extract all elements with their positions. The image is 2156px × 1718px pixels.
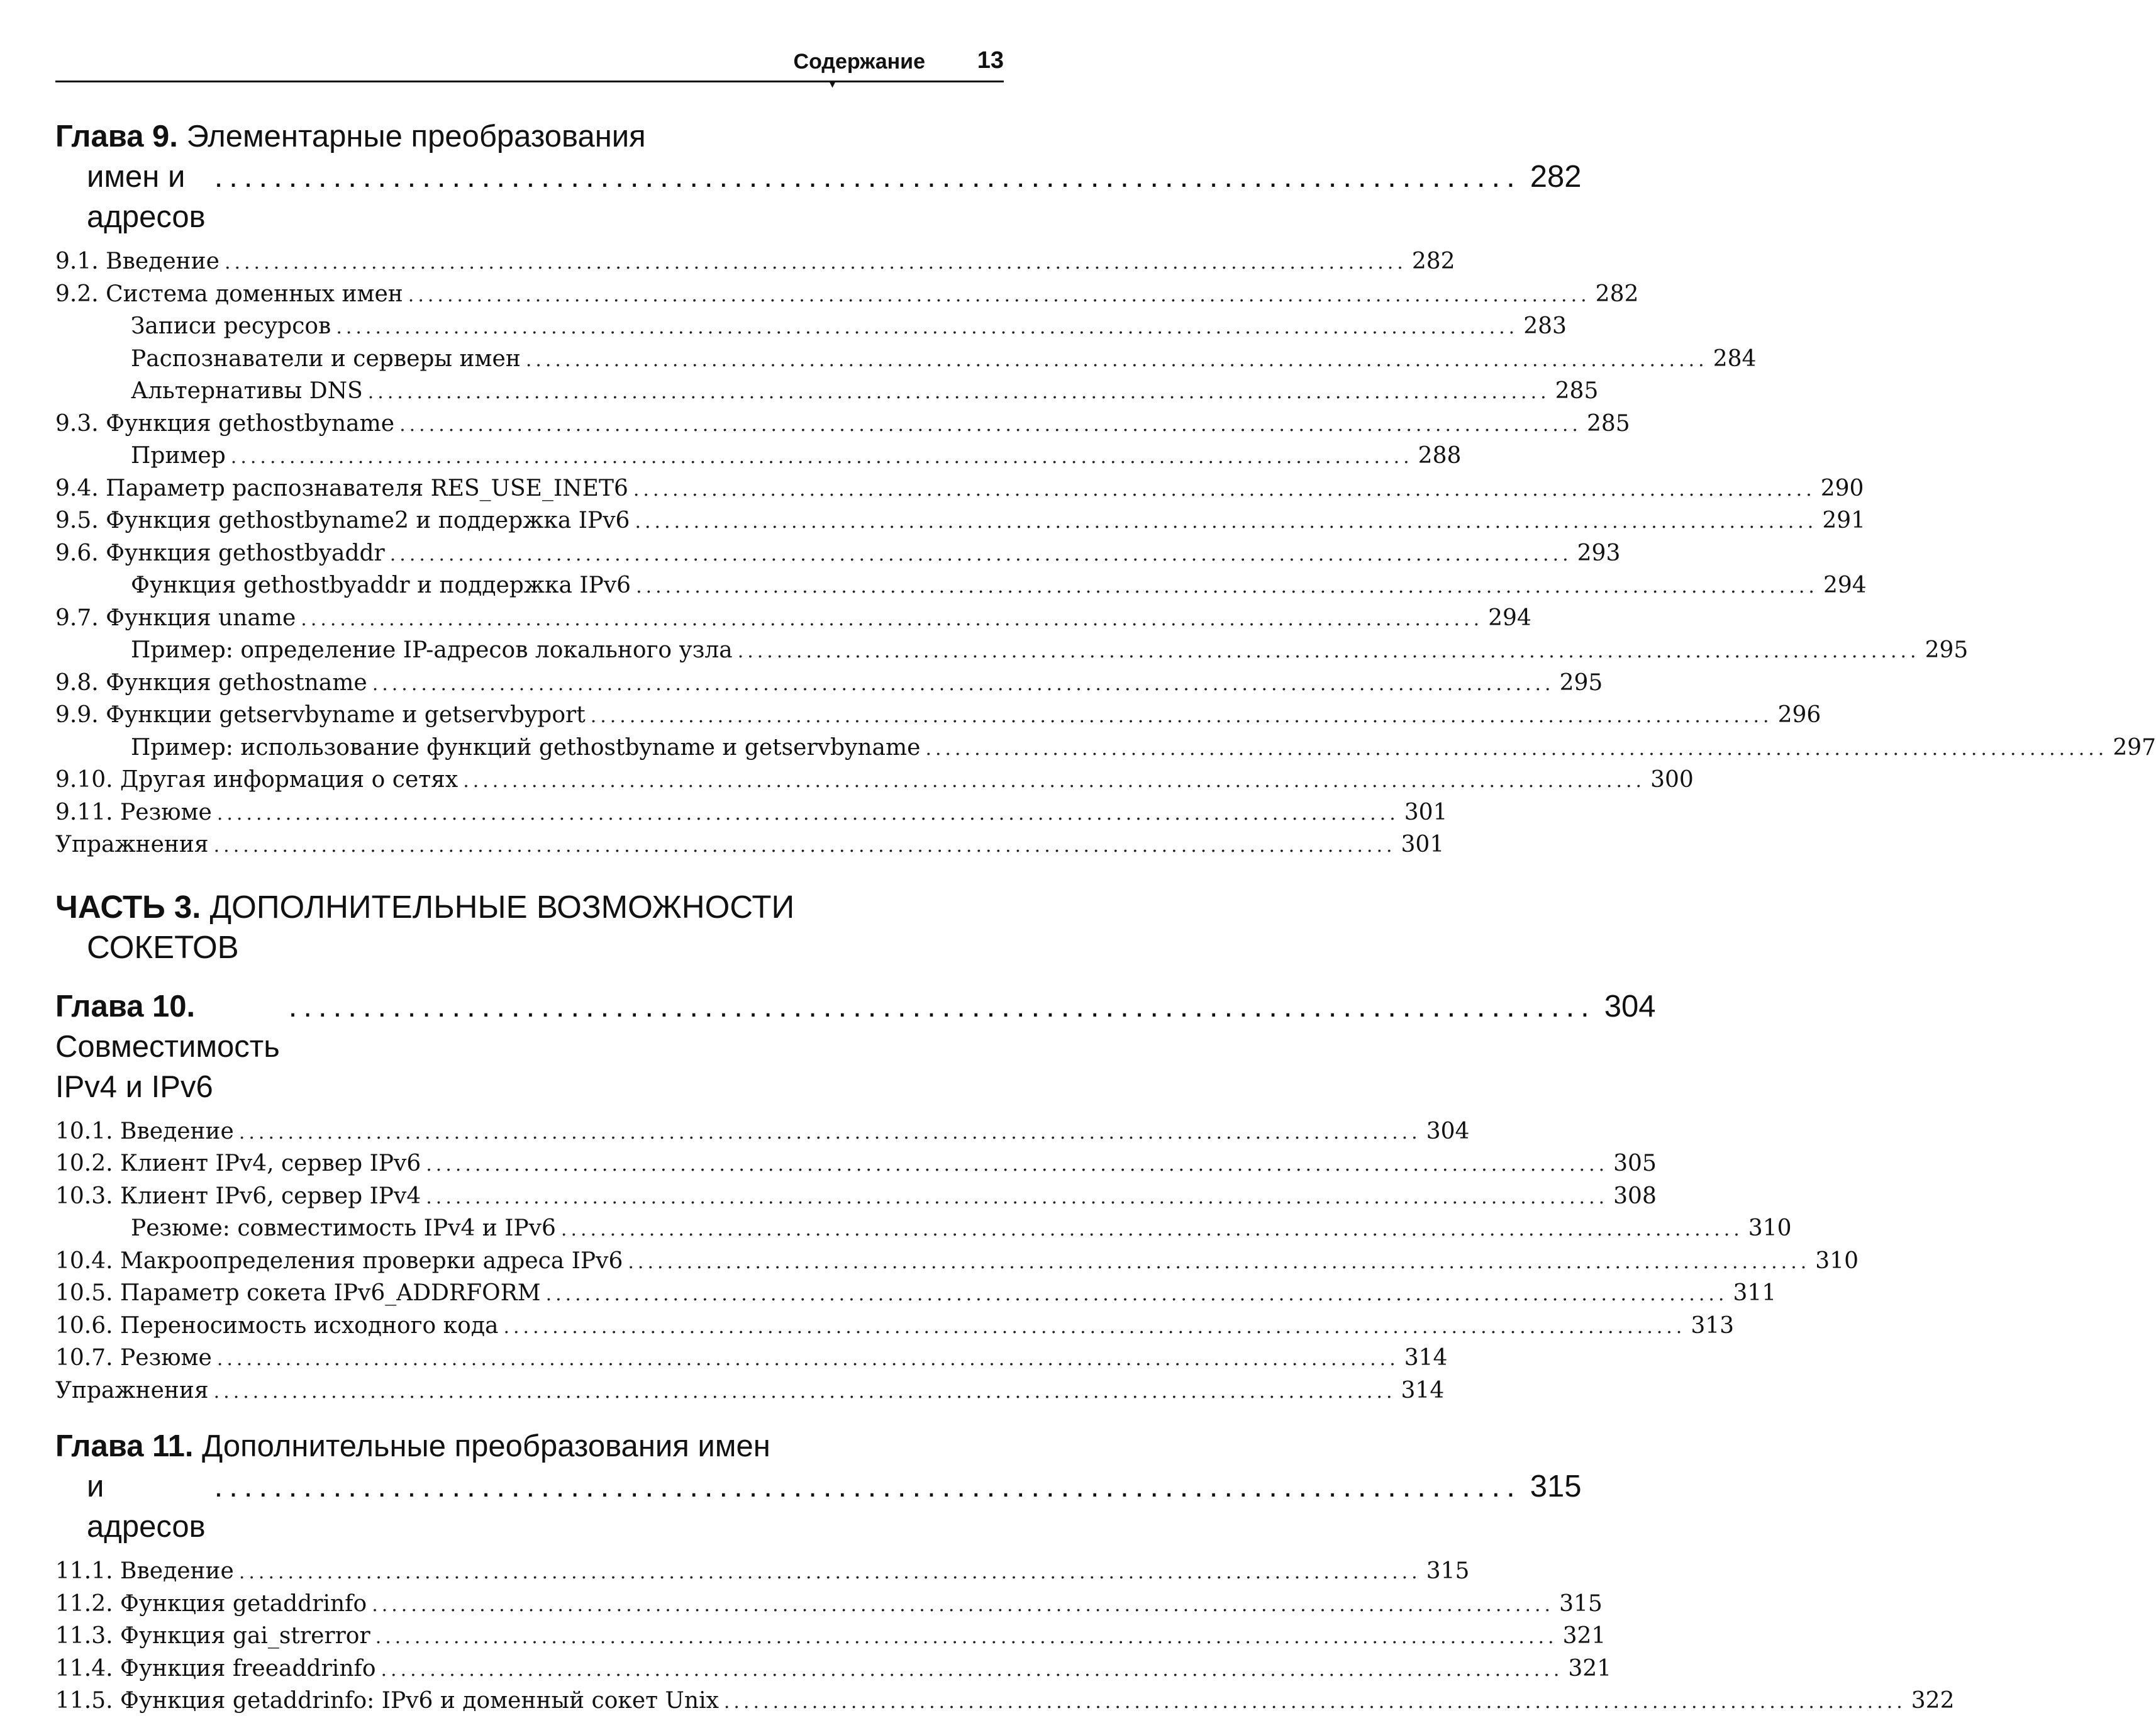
toc-entry[interactable]: 9.9. Функции getservbyname и getservbyport ......................................................................................................................... 296: [55, 702, 1821, 728]
toc-entry[interactable]: 11.2. Функция getaddrinfo ......................................................................................................................... 315: [55, 1590, 1603, 1617]
chapter-label: Глава 10.: [55, 989, 196, 1024]
toc-subentry[interactable]: Пример ......................................................................................................................... 288: [131, 443, 1462, 469]
toc-entry[interactable]: 10.2. Клиент IPv4, сервер IPv6 ......................................................................................................................... 305: [55, 1151, 1657, 1176]
toc-entry[interactable]: 9.3. Функция gethostbyname ......................................................................................................................... 285: [55, 410, 1630, 437]
toc-entry[interactable]: 11.1. Введение ......................................................................................................................... 315: [55, 1558, 1470, 1584]
toc-subentry[interactable]: Функция gethostbyaddr и поддержка IPv6 ......................................................................................................................... 294: [131, 572, 1867, 598]
toc-entry[interactable]: 11.5. Функция getaddrinfo: IPv6 и доменный сокет Unix ......................................................................................................................... 322: [55, 1688, 1955, 1714]
table-of-contents: [55, 116, 2156, 1718]
toc-entry[interactable]: 9.6. Функция gethostbyaddr ......................................................................................................................... 293: [55, 540, 1621, 566]
toc-entry[interactable]: Упражнения ......................................................................................................................... 314: [55, 1377, 1445, 1403]
page-number: 13: [977, 47, 1004, 74]
chapter-title: Дополнительные преобразования имен: [202, 1429, 770, 1463]
chapter-page: 282: [1530, 160, 1582, 194]
toc-entry[interactable]: 9.5. Функция gethostbyname2 и поддержка IPv6 ......................................................................................................................... 291: [55, 508, 1866, 533]
part-title-continued: СОКЕТОВ: [87, 929, 239, 965]
toc-subentry[interactable]: Пример: использование функций gethostbyname и getservbyname ......................................................................................................................... 297: [131, 734, 2156, 761]
chapter-10-entries: [55, 1116, 1859, 1408]
chapter-9-heading[interactable]: [55, 116, 1582, 237]
toc-subentry[interactable]: Записи ресурсов ......................................................................................................................... 283: [131, 313, 1567, 339]
toc-entry[interactable]: 10.6. Переносимость исходного кода ......................................................................................................................... 313: [55, 1312, 1735, 1339]
part-3-heading: [55, 887, 1003, 968]
toc-entry[interactable]: 9.8. Функция gethostname ......................................................................................................................... 295: [55, 669, 1603, 696]
toc-entry[interactable]: 9.10. Другая информация о сетях ......................................................................................................................... 300: [55, 767, 1694, 793]
chapter-9-entries: [55, 246, 2156, 862]
chapter-title: Элементарные преобразования: [186, 120, 646, 153]
toc-subentry[interactable]: Резюме: совместимость IPv4 и IPv6 ......................................................................................................................... 310: [131, 1215, 1792, 1241]
toc-entry[interactable]: 10.7. Резюме ......................................................................................................................... 314: [55, 1345, 1448, 1371]
dot-leader: ........................................................................................: [214, 160, 1521, 194]
chapter-title: Совместимость IPv4 и IPv6: [55, 1029, 280, 1104]
toc-entry[interactable]: 9.2. Система доменных имен ......................................................................................................................... 282: [55, 281, 1639, 307]
dot-leader: ........................................................................................: [214, 1470, 1521, 1503]
part-label: ЧАСТЬ 3.: [55, 888, 201, 925]
chapter-page: 315: [1530, 1470, 1582, 1503]
chapter-label: Глава 9.: [55, 120, 178, 153]
running-header: [55, 43, 1004, 90]
toc-subentry[interactable]: Распознаватели и серверы имен ......................................................................................................................... 284: [131, 345, 1757, 372]
toc-entry[interactable]: 11.3. Функция gai_strerror ......................................................................................................................... 321: [55, 1623, 1606, 1649]
chapter-11-entries: [55, 1556, 1955, 1718]
toc-entry[interactable]: 9.1. Введение ......................................................................................................................... 282: [55, 248, 1455, 274]
toc-subentry[interactable]: Альтернативы DNS ......................................................................................................................... 285: [131, 378, 1599, 404]
toc-entry[interactable]: 10.5. Параметр сокета IPv6_ADDRFORM ......................................................................................................................... 311: [55, 1280, 1777, 1306]
chapter-label: Глава 11.: [55, 1429, 194, 1463]
chapter-title-continued: имен и адресов: [87, 160, 206, 234]
chapter-title-continued: и адресов: [87, 1470, 206, 1544]
toc-entry[interactable]: 10.3. Клиент IPv6, сервер IPv4 ......................................................................................................................... 308: [55, 1183, 1657, 1209]
dot-leader: ........................................................................................: [288, 989, 1596, 1024]
toc-entry[interactable]: 10.4. Макроопределения проверки адреса IPv6 ......................................................................................................................... 310: [55, 1247, 1859, 1274]
toc-subentry[interactable]: Пример: определение IP-адресов локального узла ......................................................................................................................... 295: [131, 637, 1969, 663]
toc-entry[interactable]: 11.4. Функция freeaddrinfo ......................................................................................................................... 321: [55, 1655, 1612, 1682]
toc-entry[interactable]: 9.4. Параметр распознавателя RES_USE_INET6 ......................................................................................................................... 290: [55, 475, 1864, 501]
chapter-10-heading[interactable]: [55, 986, 1656, 1107]
toc-entry[interactable]: Упражнения ......................................................................................................................... 301: [55, 832, 1445, 857]
chapter-page: 304: [1604, 989, 1656, 1024]
scan-mark: ▾: [829, 77, 835, 90]
toc-entry[interactable]: 10.1. Введение ......................................................................................................................... 304: [55, 1118, 1470, 1144]
chapter-11-heading[interactable]: [55, 1426, 1582, 1547]
toc-entry[interactable]: 9.11. Резюме ......................................................................................................................... 301: [55, 799, 1448, 825]
part-title: ДОПОЛНИТЕЛЬНЫЕ ВОЗМОЖНОСТИ: [209, 888, 795, 925]
toc-entry[interactable]: 9.7. Функция uname ......................................................................................................................... 294: [55, 605, 1531, 631]
section-title: Содержание: [793, 50, 925, 74]
